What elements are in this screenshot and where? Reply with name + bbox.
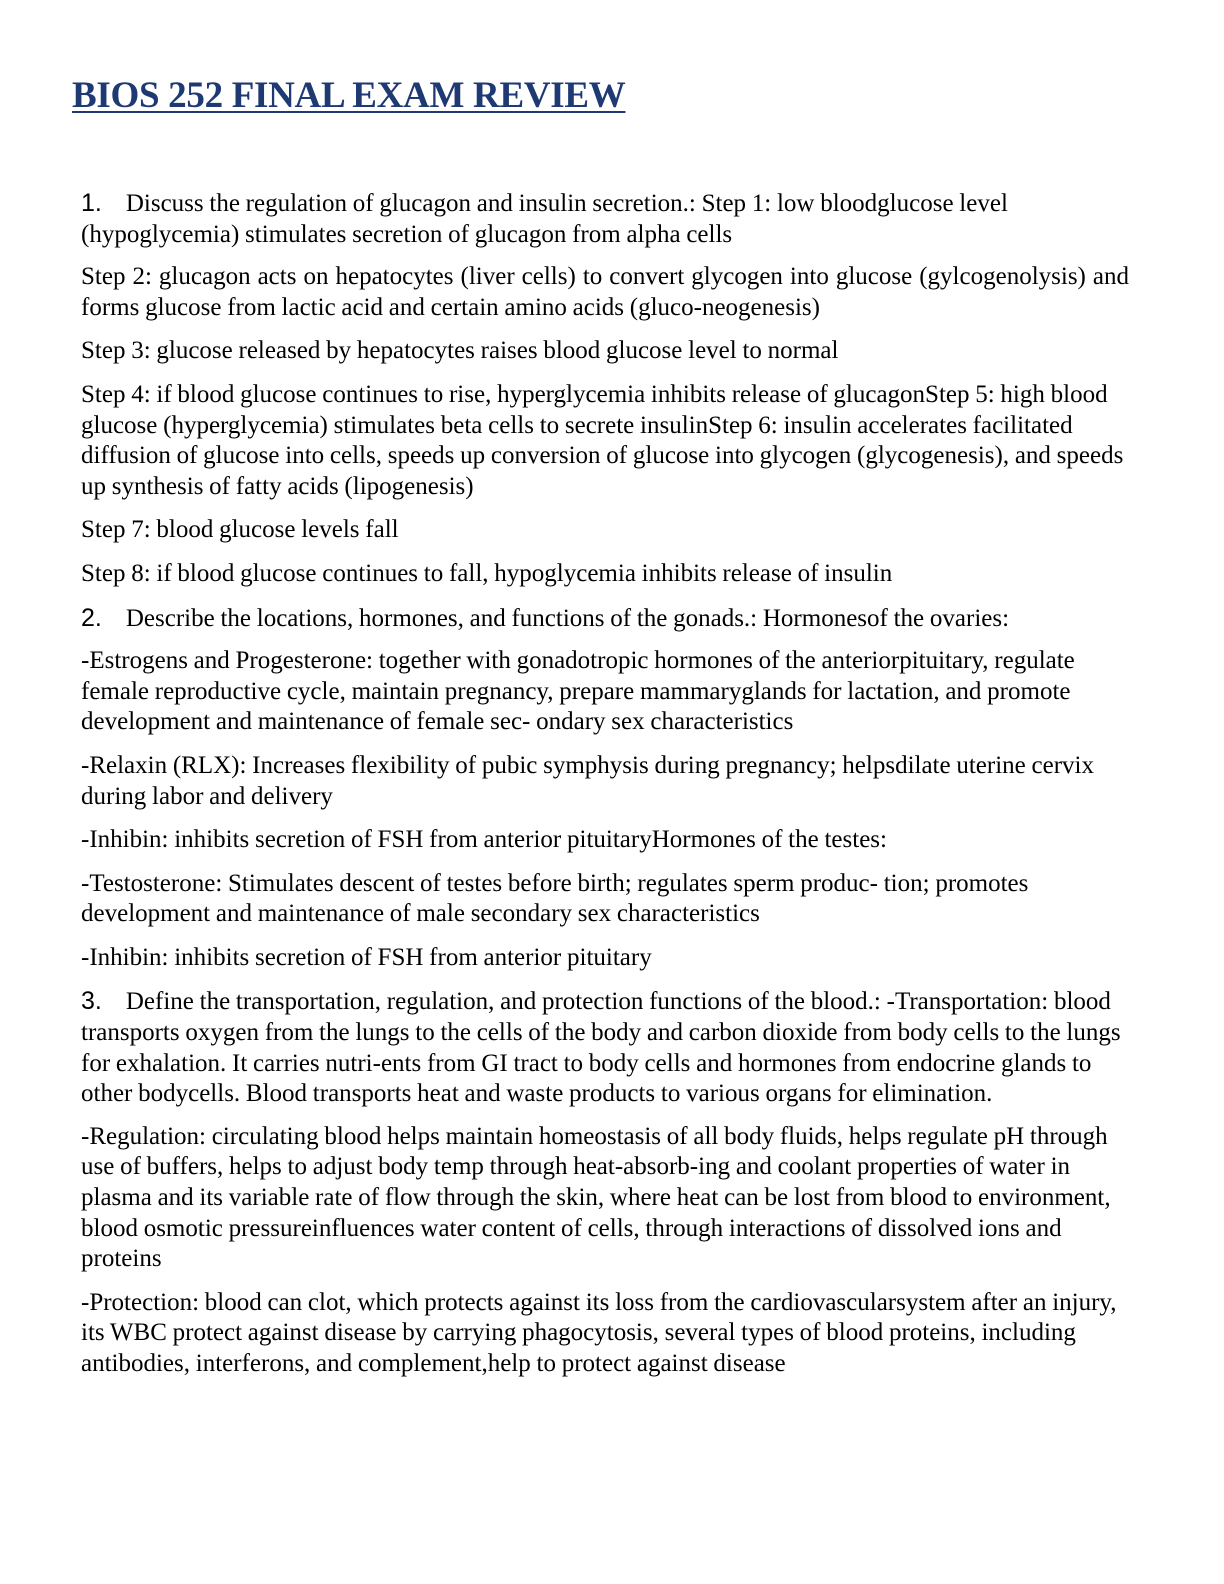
question-number: 1.	[81, 189, 102, 217]
answer-paragraph: -Protection: blood can clot, which protects against its loss from the cardiovascularsystem after an injury, its WBC protect against disease by carrying phagocytosis, several types of blood proteins, including antibodies, interferons, and complement,help to protect against disease	[81, 1288, 1117, 1377]
answer-paragraph: -Testosterone: Stimulates descent of testes before birth; regulates sperm produc- tion; promotes development and maintenance of male secondary sex characteristics	[81, 869, 1029, 928]
question-prompt: Discuss the regulation of glucagon and insulin secretion.: Step 1: low bloodglucose level (hypoglycemia) stimulates secretion of glucagon from alpha cells	[81, 190, 1008, 248]
answer-paragraph: Step 3: glucose released by hepatocytes raises blood glucose level to normal	[81, 337, 839, 365]
answer-paragraph: Step 8: if blood glucose continues to fall, hypoglycemia inhibits release of insulin	[81, 559, 893, 587]
answer-paragraph: -Regulation: circulating blood helps maintain homeostasis of all body fluids, helps regulate pH through use of buffers, helps to adjust body temp through heat-absorb-ing and coolant properties of water in plasma and its variable rate of flow through the skin, where heat can be lost from blood to environment, blood osmotic pressureinfluences water content of cells, through interactions of dissolved ions and proteins	[81, 1122, 1111, 1273]
answer-paragraph: Step 2: glucagon acts on hepatocytes (liver cells) to convert glycogen into glucose (gylcogenolysis) and forms glucose from lactic acid and certain amino acids (gluco-neogenesis)	[81, 263, 1129, 321]
answer-paragraph: Step 4: if blood glucose continues to rise, hyperglycemia inhibits release of glucagonStep 5: high blood glucose (hyperglycemia) stimulates beta cells to secrete insulinStep 6: insulin accelerates facilitated diffusion of glucose into cells, speeds up conversion of glucose into glycogen (glycogenesis), and speeds up synthesis of fatty acids (lipogenesis)	[81, 380, 1124, 500]
answer-paragraph: -Inhibin: inhibits secretion of FSH from anterior pituitary	[81, 943, 652, 971]
question-2	[81, 603, 1129, 635]
question-prompt: Define the transportation, regulation, and protection functions of the blood.: -Transportation: blood transports oxygen from the lungs to the cells of the body and carbon dioxide from body cells to the lungs for exhalation. It carries nutri-ents from GI tract to body cells and hormones from endocrine glands to other bodycells. Blood transports heat and waste products to various organs for elimination.	[81, 988, 1121, 1108]
question-number: 3.	[81, 987, 102, 1016]
question-number: 2.	[81, 603, 102, 632]
answer-paragraph: -Inhibin: inhibits secretion of FSH from anterior pituitaryHormones of the testes:	[81, 826, 887, 854]
answer-paragraph: -Relaxin (RLX): Increases flexibility of pubic symphysis during pregnancy; helpsdilate uterine cervix during labor and delivery	[81, 751, 1094, 810]
document-title: BIOS 252 FINAL EXAM REVIEW	[72, 75, 626, 116]
document-body	[81, 188, 1129, 1393]
answer-paragraph: Step 7: blood glucose levels fall	[81, 516, 399, 544]
question-prompt: Describe the locations, hormones, and functions of the gonads.: Hormonesof the ovaries:	[125, 604, 1010, 632]
question-3	[81, 986, 1129, 1109]
question-1	[81, 188, 1129, 250]
answer-paragraph: -Estrogens and Progesterone: together with gonadotropic hormones of the anteriorpituitary, regulate female reproductive cycle, maintain pregnancy, prepare mammaryglands for lactation, and promote development and maintenance of female sec- ondary sex characteristics	[81, 647, 1075, 736]
